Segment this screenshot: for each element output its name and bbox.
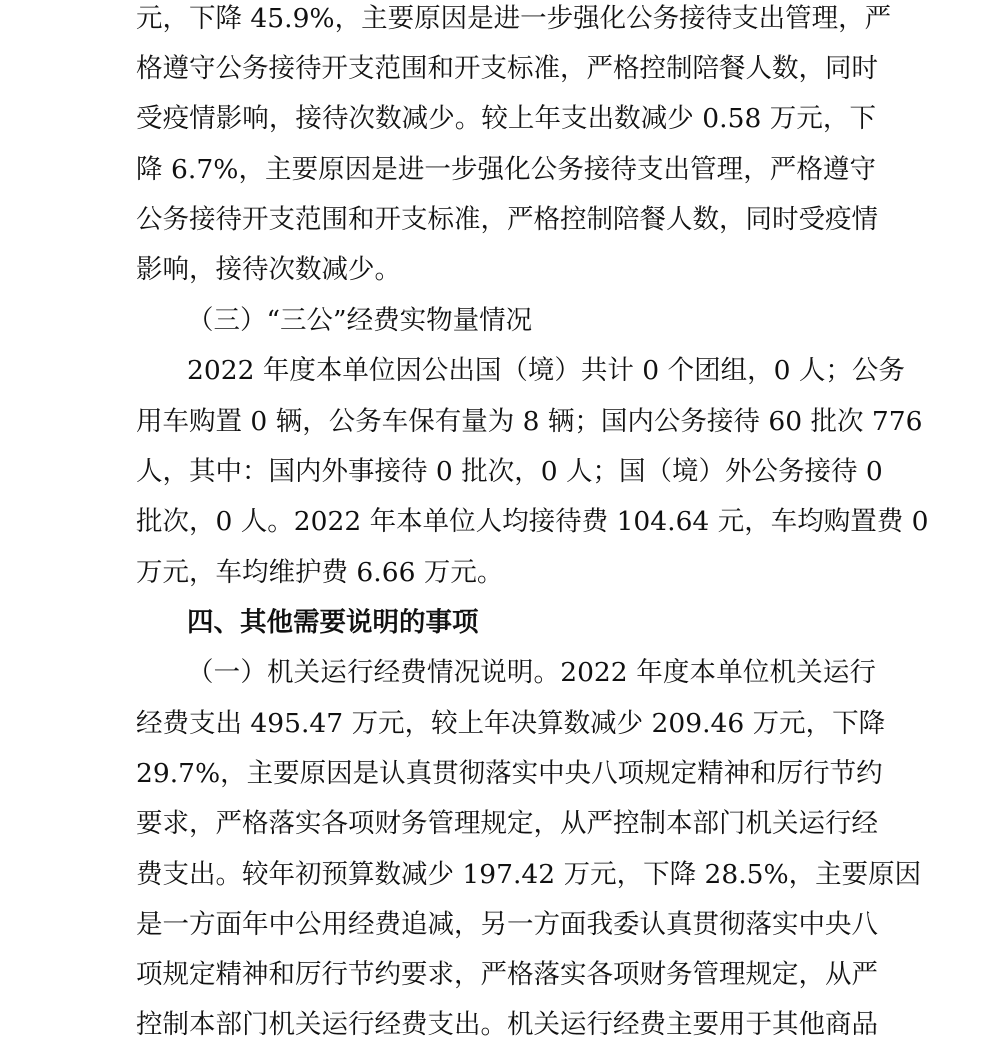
section-subheading: （三）“三公”经费实物量情况 (187, 305, 533, 336)
paragraph-line: 29.7%，主要原因是认真贯彻落实中央八项规定精神和厉行节约 (136, 758, 883, 789)
paragraph-line: 批次，0 人。2022 年本单位人均接待费 104.64 元，车均购置费 0 (136, 506, 929, 537)
paragraph-line: 降 6.7%，主要原因是进一步强化公务接待支出管理，严格遵守 (136, 154, 876, 185)
paragraph-line: 人，其中：国内外事接待 0 批次，0 人；国（境）外公务接待 0 (136, 456, 883, 487)
paragraph-line: 费支出。较年初预算数减少 197.42 万元，下降 28.5%，主要原因 (136, 859, 922, 890)
paragraph-line: 2022 年度本单位因公出国（境）共计 0 个团组，0 人；公务 (187, 355, 905, 386)
paragraph-line: （一）机关运行经费情况说明。2022 年度本单位机关运行 (187, 657, 876, 688)
paragraph-line: 要求，严格落实各项财务管理规定，从严控制本部门机关运行经 (136, 808, 878, 839)
paragraph-line: 控制本部门机关运行经费支出。机关运行经费主要用于其他商品 (136, 1009, 878, 1040)
paragraph-line: 格遵守公务接待开支范围和开支标准，严格控制陪餐人数，同时 (136, 53, 878, 84)
paragraph-line: 元，下降 45.9%，主要原因是进一步强化公务接待支出管理，严 (136, 3, 892, 34)
paragraph-line: 是一方面年中公用经费追减，另一方面我委认真贯彻落实中央八 (136, 909, 878, 940)
paragraph-line: 用车购置 0 辆，公务车保有量为 8 辆；国内公务接待 60 批次 776 (136, 406, 923, 437)
paragraph-line: 项规定精神和厉行节约要求，严格落实各项财务管理规定，从严 (136, 959, 878, 990)
paragraph-line: 公务接待开支范围和开支标准，严格控制陪餐人数，同时受疫情 (136, 204, 878, 235)
paragraph-line: 影响，接待次数减少。 (136, 254, 401, 285)
paragraph-line: 万元，车均维护费 6.66 万元。 (136, 557, 504, 588)
section-heading: 四、其他需要说明的事项 (187, 607, 479, 638)
paragraph-line: 受疫情影响，接待次数减少。较上年支出数减少 0.58 万元，下 (136, 103, 876, 134)
paragraph-line: 经费支出 495.47 万元，较上年决算数减少 209.46 万元，下降 (136, 708, 886, 739)
